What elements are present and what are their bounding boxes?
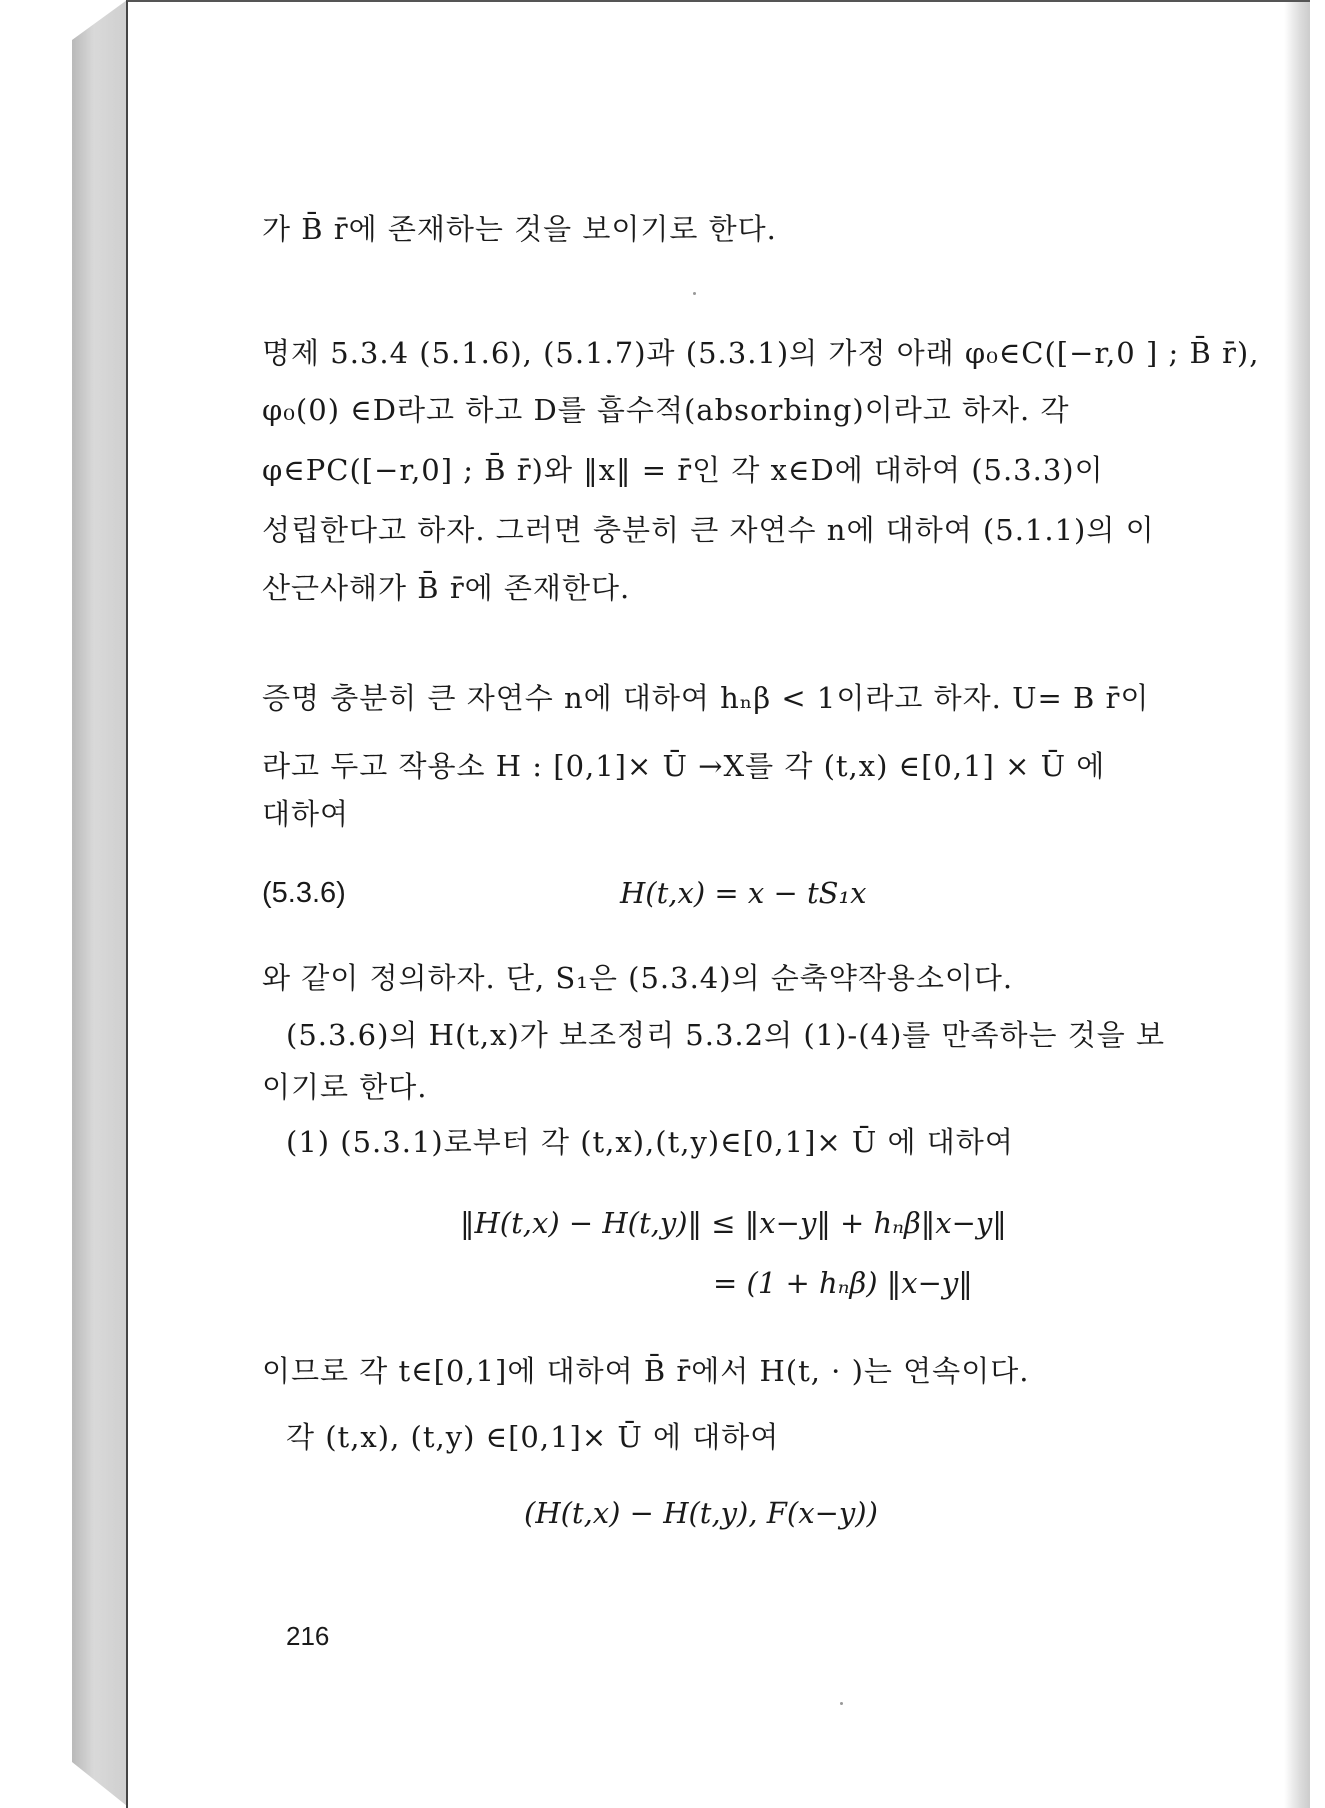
page-edge-shadow [1284, 2, 1310, 1808]
text-line: 이기로 한다. [262, 1070, 428, 1104]
text-line: (5.3.6)의 H(t,x)가 보조정리 5.3.2의 (1)-(4)를 만족하는 것을 보 [286, 1018, 1166, 1052]
book-spine [72, 0, 127, 1806]
equation-label: (5.3.6) [262, 877, 346, 909]
proposition-line: 명제 5.3.4 (5.1.6), (5.1.7)과 (5.3.1)의 가정 아래 φ₀∈C([−r,0 ] ; B̄ r̄), [262, 336, 1260, 370]
page-number: 216 [286, 1621, 330, 1651]
inequality-line-2: = (1 + hₙβ) ‖x−y‖ [713, 1266, 973, 1300]
proposition-line: φ∈PC([−r,0] ; B̄ r̄)와 ‖x‖ = r̄인 각 x∈D에 대하여 (5.3.3)이 [262, 453, 1104, 487]
proof-line: 대하여 [262, 797, 350, 831]
dust-speck [693, 292, 696, 295]
proposition-line: 성립한다고 하자. 그러면 충분히 큰 자연수 n에 대하여 (5.1.1)의 이 [262, 513, 1155, 547]
text-line: 와 같이 정의하자. 단, S₁은 (5.3.4)의 순축약작용소이다. [262, 961, 1014, 995]
proposition-line: φ₀(0) ∈D라고 하고 D를 흡수적(absorbing)이라고 하자. 각 [262, 393, 1070, 427]
text-line: 가 B̄ r̄에 존재하는 것을 보이기로 한다. [262, 212, 777, 246]
proof-line: 증명 충분히 큰 자연수 n에 대하여 hₙβ < 1이라고 하자. U= B r̄이 [262, 681, 1150, 715]
text-line: (1) (5.3.1)로부터 각 (t,x),(t,y)∈[0,1]× Ū 에 대하여 [286, 1125, 1014, 1159]
proposition-line: 산근사해가 B̄ r̄에 존재한다. [262, 571, 631, 605]
equation: H(t,x) = x − tS₁x [620, 876, 867, 910]
inequality-line-1: ‖H(t,x) − H(t,y)‖ ≤ ‖x−y‖ + hₙβ‖x−y‖ [460, 1206, 1007, 1240]
pairing-expression: (H(t,x) − H(t,y), F(x−y)) [524, 1496, 878, 1530]
text-line: 각 (t,x), (t,y) ∈[0,1]× Ū 에 대하여 [286, 1420, 780, 1454]
proof-line: 라고 두고 작용소 H : [0,1]× Ū →X를 각 (t,x) ∈[0,1] × Ū 에 [262, 749, 1106, 783]
text-line: 이므로 각 t∈[0,1]에 대하여 B̄ r̄에서 H(t, · )는 연속이다. [262, 1354, 1030, 1388]
dust-speck [840, 1702, 843, 1705]
